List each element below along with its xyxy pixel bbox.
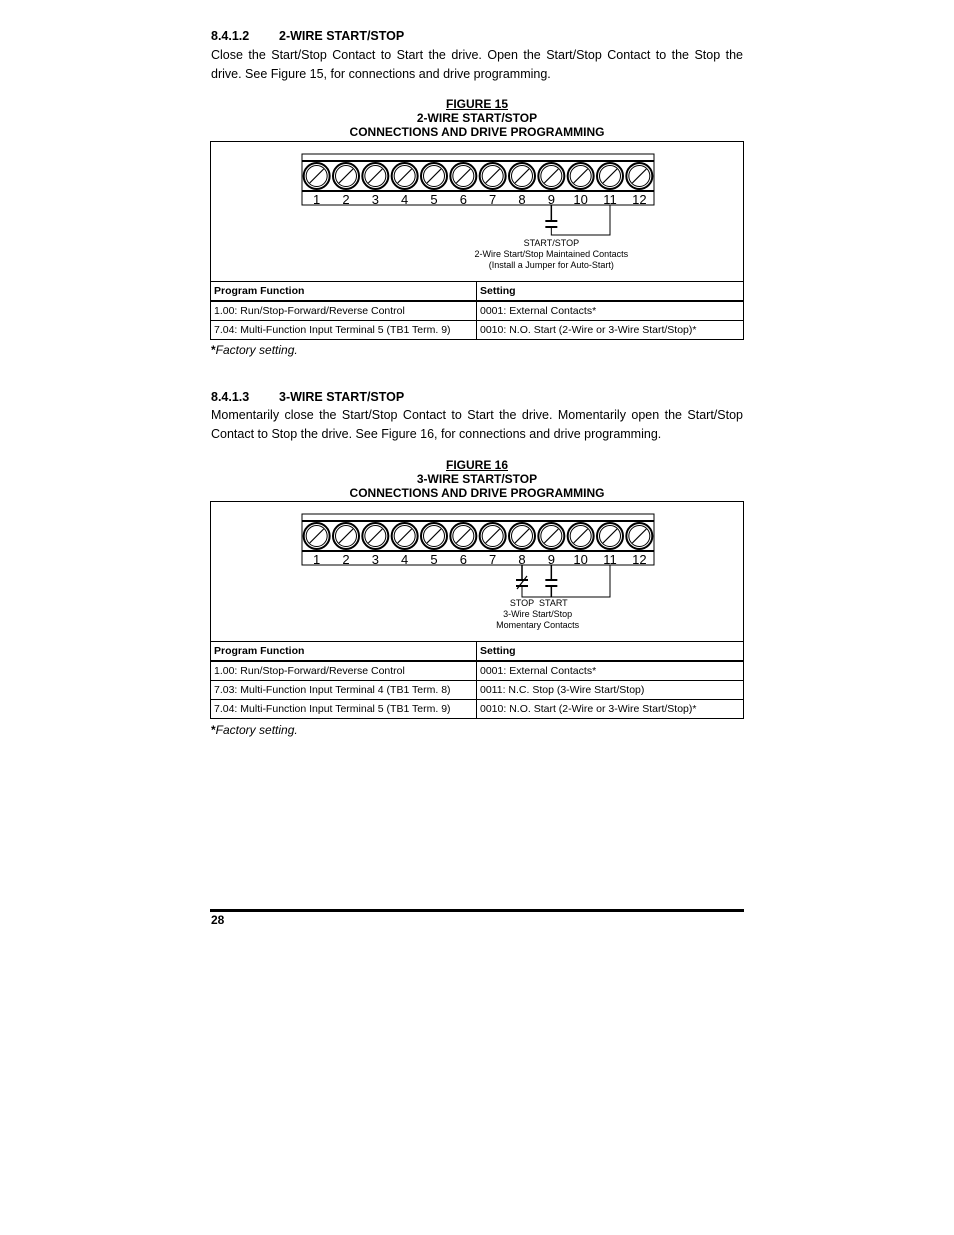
screw-slot	[574, 529, 588, 543]
screw-slot	[544, 169, 558, 183]
figure-subtitle: CONNECTIONS AND DRIVE PROGRAMMING	[349, 125, 605, 139]
terminal-number: 12	[632, 552, 647, 567]
screw-slot	[456, 529, 470, 543]
table-row	[211, 321, 744, 340]
terminal-number: 3	[371, 552, 379, 567]
footnote	[211, 723, 298, 737]
screw-slot	[486, 529, 500, 543]
screw-slot	[632, 529, 646, 543]
table-header	[211, 642, 744, 662]
figure-label: FIGURE 16	[445, 458, 508, 472]
terminal-number: 6	[459, 552, 467, 567]
screw-slot	[544, 529, 558, 543]
screw-slot	[456, 169, 470, 183]
table-row	[211, 681, 744, 700]
terminal-number: 5	[430, 192, 438, 207]
screw-slot	[632, 169, 646, 183]
screw-slot	[398, 529, 412, 543]
screw-slot	[515, 529, 529, 543]
figure-subtitle: CONNECTIONS AND DRIVE PROGRAMMING	[349, 486, 605, 500]
table-row	[211, 661, 744, 681]
terminal-number: 4	[401, 192, 409, 207]
screw-slot	[427, 529, 441, 543]
table-cell: 0010: N.O. Start (2-Wire or 3-Wire Start/Stop)*	[477, 321, 744, 340]
terminal-number: 1	[313, 192, 321, 207]
section-number: 8.4.1.3	[211, 390, 250, 404]
terminal-number: 4	[401, 552, 409, 567]
screw-slot	[339, 529, 353, 543]
terminal-number: 12	[632, 192, 647, 207]
table-cell: 0011: N.C. Stop (3-Wire Start/Stop)	[477, 681, 744, 700]
section-title: 3-WIRE START/STOP	[279, 390, 405, 404]
screw-slot	[398, 169, 412, 183]
screw-slot	[368, 169, 382, 183]
figure-label: FIGURE 15	[445, 97, 508, 111]
footnote-text: Factory setting.	[215, 723, 298, 737]
stop-label: STOP	[509, 598, 535, 608]
terminal-number: 11	[603, 192, 617, 207]
terminal-number: 10	[573, 552, 588, 567]
figure-title: 3-WIRE START/STOP	[416, 472, 538, 486]
footnote-star: *	[211, 343, 216, 357]
table-header	[211, 282, 744, 302]
table-cell: 7.04: Multi-Function Input Terminal 5 (TB1 Term. 9)	[211, 700, 477, 719]
contact-label: START/STOP	[523, 238, 580, 248]
column-header: Setting	[477, 642, 744, 662]
section-number: 8.4.1.2	[211, 29, 250, 43]
terminal-number: 9	[547, 192, 555, 207]
program-table-15	[210, 281, 744, 340]
footnote	[211, 343, 298, 357]
terminal-number: 5	[430, 552, 438, 567]
terminal-number: 2	[342, 192, 350, 207]
program-table-16	[210, 641, 744, 719]
start-label: START	[538, 598, 568, 608]
wire	[551, 205, 610, 235]
terminal-number: 9	[547, 552, 555, 567]
terminal-number: 1	[313, 552, 321, 567]
footnote-star: *	[211, 723, 216, 737]
screw-slot	[603, 169, 617, 183]
table-cell: 7.04: Multi-Function Input Terminal 5 (TB1 Term. 9)	[211, 321, 477, 340]
column-header: Program Function	[211, 282, 477, 302]
table-row	[211, 700, 744, 719]
screw-slot	[310, 529, 324, 543]
screw-slot	[603, 529, 617, 543]
screw-slot	[574, 169, 588, 183]
figure-15-diagram	[210, 141, 744, 282]
footer-rule	[210, 909, 744, 912]
screw-slot	[427, 169, 441, 183]
section-body: Momentarily close the Start/Stop Contact to Start the drive. Momentarily open the Start/Stop Contact to Stop the drive. See Figure 16, for connections and drive programming.	[211, 408, 743, 441]
section-heading-2wire	[211, 29, 404, 43]
section-title: 2-WIRE START/STOP	[279, 29, 405, 43]
terminal-number: 2	[342, 552, 350, 567]
table-cell: 0001: External Contacts*	[477, 661, 744, 681]
terminal-number: 7	[489, 552, 497, 567]
screw-slot	[339, 169, 353, 183]
page-number: 28	[211, 913, 225, 927]
contact-note: 2-Wire Start/Stop Maintained Contacts	[474, 249, 629, 259]
screw-slot	[368, 529, 382, 543]
terminal-strip-diagram	[211, 502, 743, 642]
terminal-strip-diagram	[211, 142, 743, 282]
figure-caption	[211, 97, 743, 139]
figure-caption	[211, 458, 743, 500]
table-cell: 0001: External Contacts*	[477, 301, 744, 321]
wire	[522, 565, 610, 597]
terminal-number: 3	[371, 192, 379, 207]
contact-note: (Install a Jumper for Auto-Start)	[488, 260, 614, 270]
screw-slot	[486, 169, 500, 183]
table-cell: 7.03: Multi-Function Input Terminal 4 (TB1 Term. 8)	[211, 681, 477, 700]
column-header: Setting	[477, 282, 744, 302]
terminal-number: 8	[518, 192, 526, 207]
section-heading-3wire	[211, 390, 404, 404]
table-cell: 1.00: Run/Stop-Forward/Reverse Control	[211, 661, 477, 681]
column-header: Program Function	[211, 642, 477, 662]
terminal-number: 6	[459, 192, 467, 207]
terminal-number: 8	[518, 552, 526, 567]
section-body: Close the Start/Stop Contact to Start the drive. Open the Start/Stop Contact to the Stop the drive. See Figure 15, for connections and drive programming.	[211, 48, 743, 81]
contact-note: 3-Wire Start/Stop	[503, 609, 573, 619]
screw-slot	[310, 169, 324, 183]
table-cell: 1.00: Run/Stop-Forward/Reverse Control	[211, 301, 477, 321]
footnote-text: Factory setting.	[215, 343, 298, 357]
table-row	[211, 301, 744, 321]
terminal-number: 10	[573, 192, 588, 207]
figure-title: 2-WIRE START/STOP	[416, 111, 538, 125]
table-cell: 0010: N.O. Start (2-Wire or 3-Wire Start/Stop)*	[477, 700, 744, 719]
terminal-number: 11	[603, 552, 617, 567]
screw-slot	[515, 169, 529, 183]
contact-note: Momentary Contacts	[496, 620, 580, 630]
terminal-number: 7	[489, 192, 497, 207]
figure-16-diagram	[210, 501, 744, 642]
